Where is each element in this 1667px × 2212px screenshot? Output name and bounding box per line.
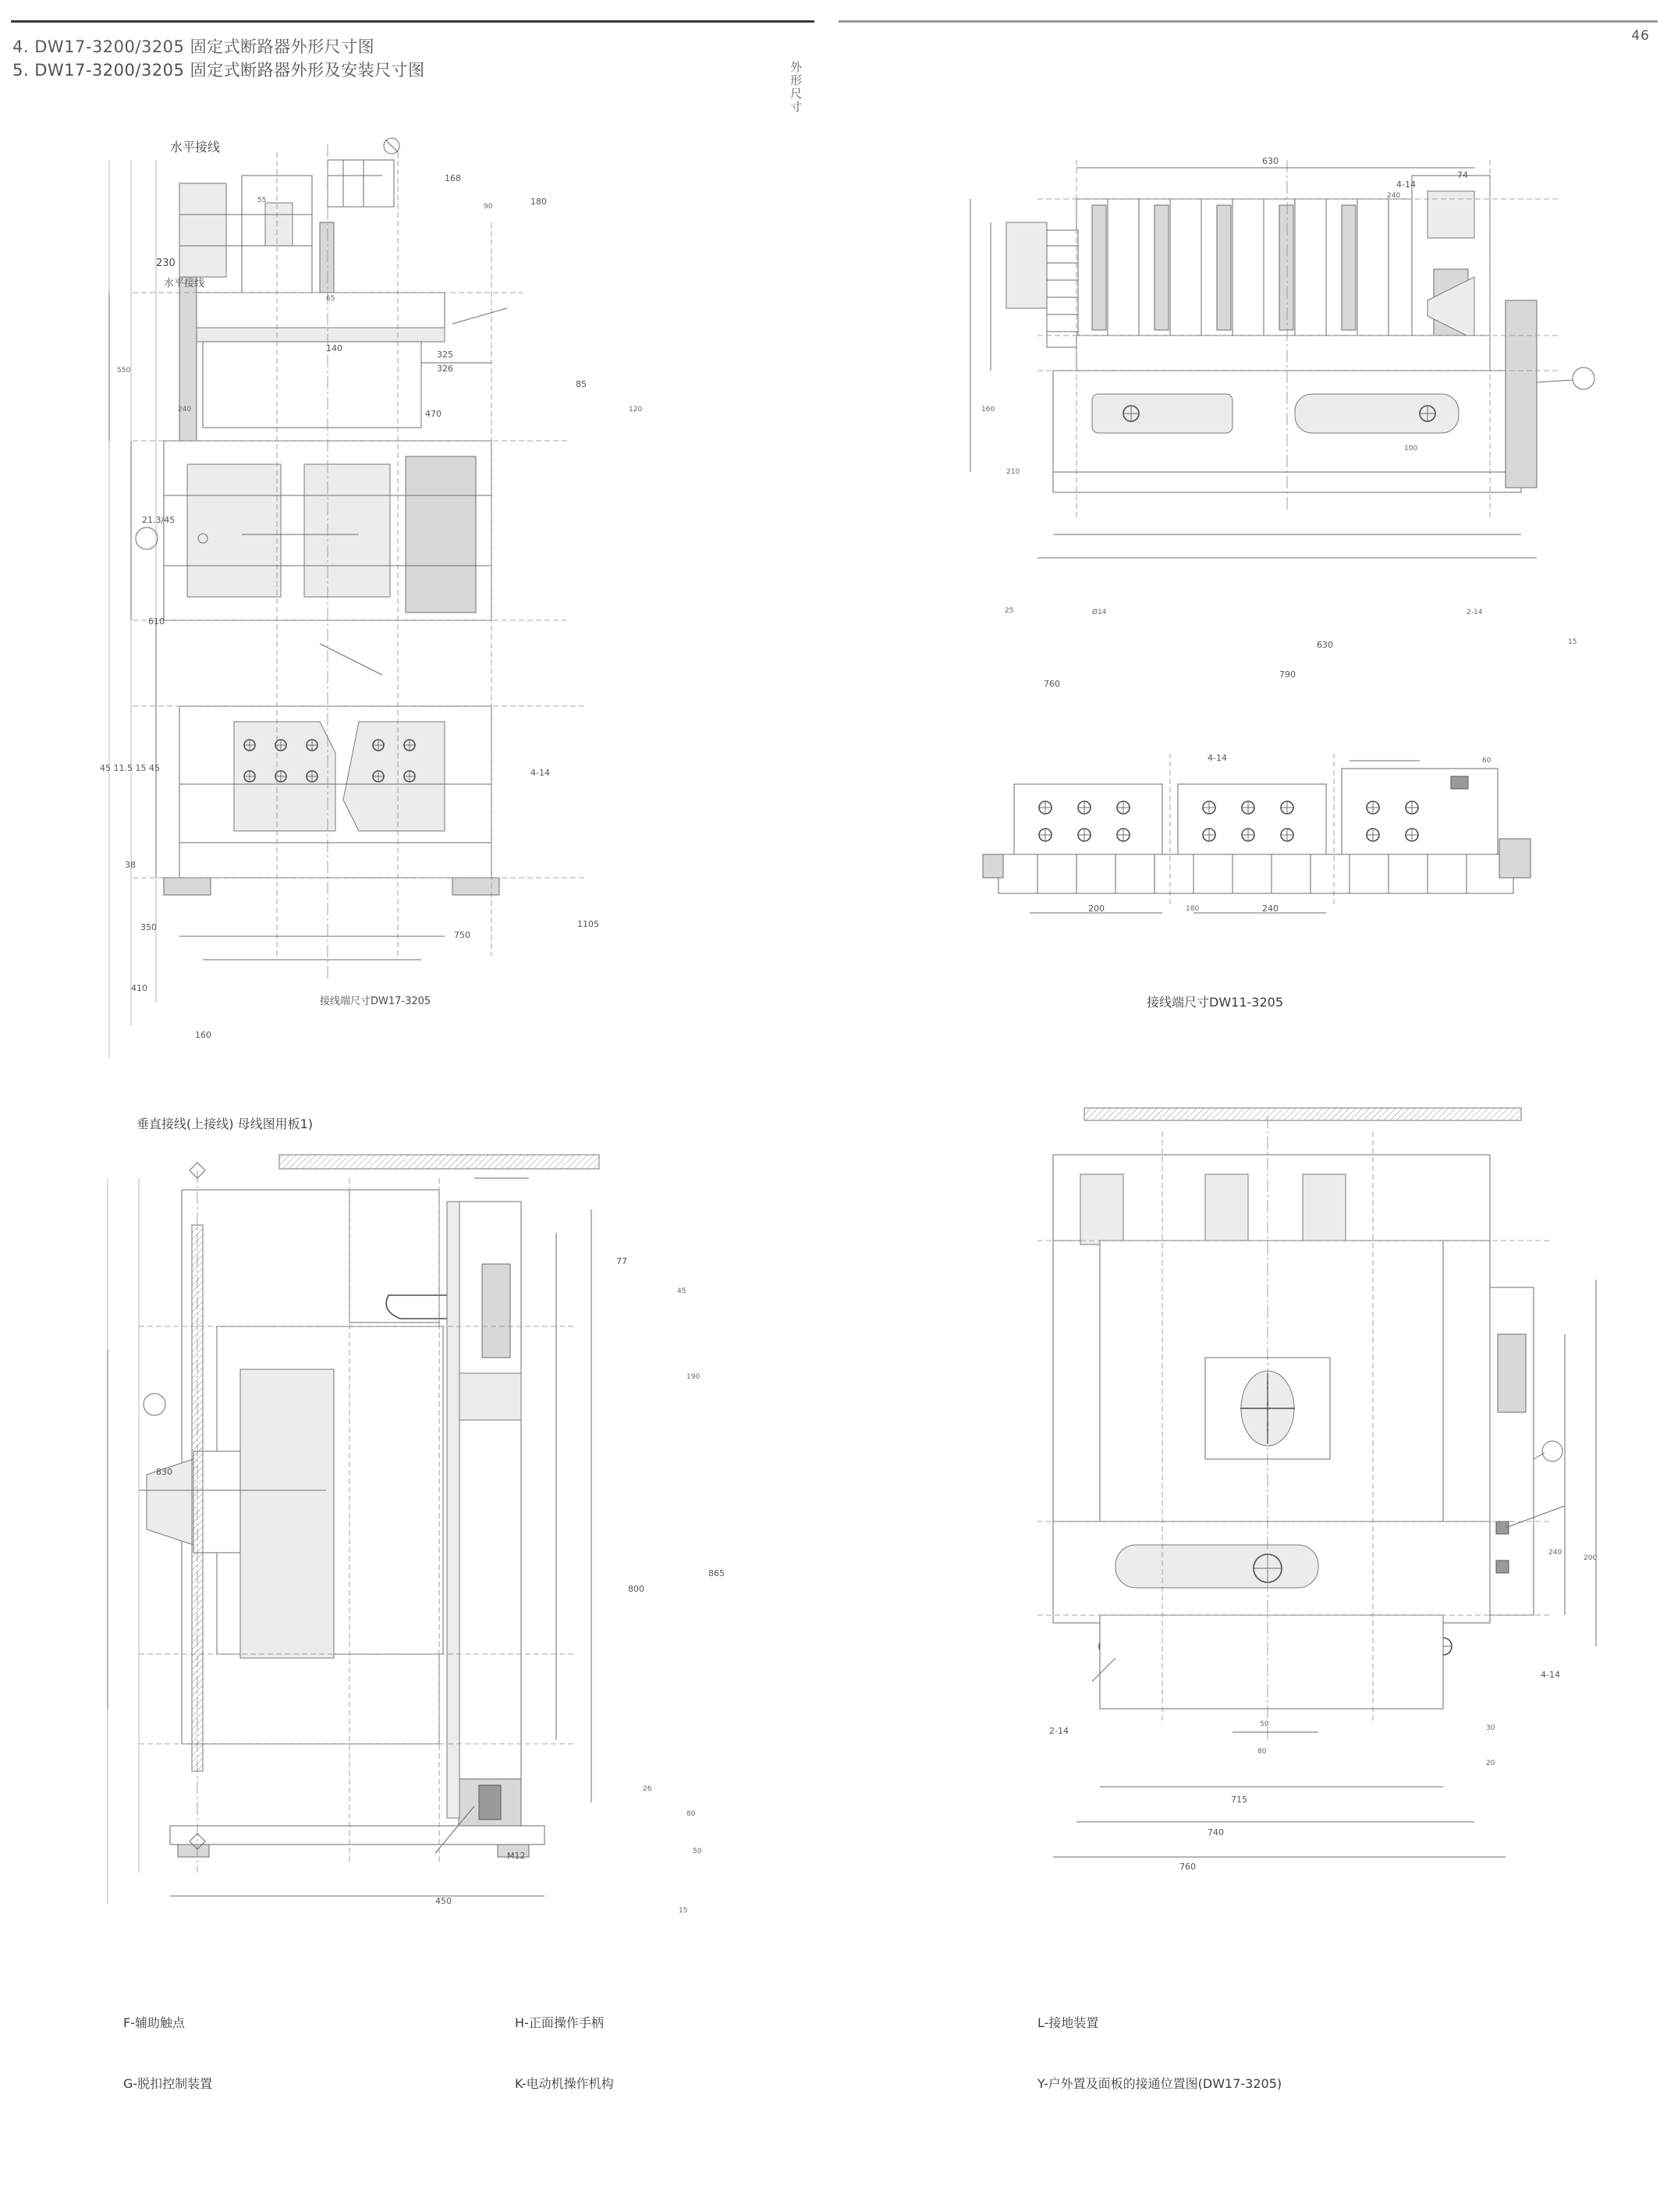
fig4-dim-865: 865 [708,1568,725,1578]
legend-f-key: F- [123,2015,135,2030]
legend-g-key: G- [123,2076,138,2091]
fig1-dim-160: 160 [195,1030,211,1040]
figure-bottom-right-plan-view [1006,1100,1630,1951]
fig2-dim-760: 760 [1044,679,1060,689]
page-top-rule [0,20,1667,24]
fig4-dim-80: 80 [686,1810,696,1818]
legend-k-text: 电动机操作机构 [526,2076,614,2091]
fig2-dim-74: 74 [1457,170,1468,180]
fig3-dim-240: 240 [1262,904,1279,914]
section-heading-5: 5. DW17-3200/3205 固定式断路器外形及安装尺寸图 [12,61,425,80]
fig1-dim-21-3-45: 21.3/45 [142,515,176,525]
legend-f-text: 辅助触点 [134,2015,185,2030]
fig4-dim-m12: M12 [507,1851,526,1861]
top-rule-left-segment [11,20,814,23]
legend-item-h [515,2013,604,2031]
legend-k-key: K- [515,2076,527,2091]
legend-y-text: 户外置及面板的接通位置图(DW17-3205) [1048,2076,1282,2091]
fig4-dim-830: 830 [156,1467,172,1477]
fig5-dim-20: 20 [1486,1759,1495,1767]
legend-l-text: 接地装置 [1048,2015,1099,2030]
figure-top-right-front-view [959,144,1615,691]
fig4-dim-26: 26 [643,1785,652,1793]
fig3-caption: 接线端尺寸DW11-3205 [1147,995,1283,1010]
fig1-dim-120: 120 [629,406,643,414]
fig1-dim-550: 550 [117,367,131,375]
fig5-dim-715: 715 [1231,1795,1247,1805]
fig1-dim-325: 325 [437,350,453,360]
fig2-dim-630-bottom: 630 [1317,640,1333,650]
fig1-dim-55: 55 [257,197,267,204]
fig1-dim-350: 350 [140,922,157,932]
fig1-dim-1105: 1105 [577,919,599,929]
fig2-dim-d14: Ø14 [1092,609,1107,616]
page-number: 46 [1631,28,1650,44]
fig1-dim-610: 610 [148,616,165,627]
fig1-dim-90: 90 [484,203,493,211]
fig1-dim-4-14: 4-14 [530,768,550,778]
legend-h-text: 正面操作手柄 [528,2015,604,2030]
fig2-dim-630-top: 630 [1262,156,1279,166]
fig1-subtitle: 垂直接线(上接线) 母线图用板1) [137,1117,313,1131]
fig1-dim-85: 85 [576,379,587,389]
fig3-dim-4-14: 4-14 [1208,753,1227,763]
fig1-dim-230: 230 [156,257,176,269]
fig2-dim-240: 240 [1387,192,1401,200]
fig2-dim-15: 15 [1568,638,1577,646]
fig1-annotation-vertical-1: 水平接线 [164,278,205,289]
legend-item-y [1037,2074,1282,2092]
fig1-note-terminal: 接线端尺寸DW17-3205 [320,996,431,1007]
fig5-dim-2-14: 2-14 [1049,1726,1069,1736]
fig1-dim-168: 168 [445,173,461,183]
fig1-dim-410: 410 [131,983,147,993]
figure-bottom-left-side-view [92,1147,779,1966]
fig1-dim-140: 140 [326,343,342,353]
fig2-dim-160: 160 [981,406,995,414]
legend-item-f [123,2013,185,2031]
fig4-dim-45: 45 [677,1287,686,1295]
fig1-dim-38: 38 [125,860,136,870]
fig1-title: 水平接线 [170,140,221,154]
legend-h-key: H- [515,2015,529,2030]
fig5-dim-4-14: 4-14 [1541,1670,1560,1680]
fig1-dim-750: 750 [454,930,470,940]
fig5-dim-30: 30 [1486,1724,1495,1732]
fig1-dim-65: 65 [326,295,335,303]
legend-item-k [515,2074,614,2092]
legend-l-key: L- [1037,2015,1049,2030]
top-rule-right-segment [839,20,1658,23]
fig2-dim-790: 790 [1279,669,1296,680]
fig4-dim-77: 77 [616,1256,627,1266]
fig1-dim-326: 326 [437,364,453,374]
fig5-dim-50: 50 [1260,1720,1269,1728]
fig4-dim-450: 450 [435,1896,452,1906]
legend-item-l [1037,2013,1098,2031]
fig4-dim-190: 190 [686,1373,700,1381]
fig2-dim-4-14: 4-14 [1396,179,1416,190]
section-heading-4: 4. DW17-3200/3205 固定式断路器外形尺寸图 [12,37,375,56]
side-label-outline-dimensions: 外形尺寸 [789,61,803,114]
fig4-dim-800: 800 [628,1584,644,1594]
legend-y-key: Y- [1037,2076,1048,2091]
fig5-dim-740: 740 [1208,1827,1224,1837]
fig1-dim-45-11-5-15-45: 45 11.5 15 45 [100,763,160,773]
fig1-dim-180: 180 [530,197,547,207]
fig1-dim-470: 470 [425,409,442,419]
fig5-dim-240: 240 [1548,1549,1562,1557]
fig4-dim-15: 15 [679,1907,688,1915]
fig1-dim-240: 240 [178,406,192,414]
fig3-dim-180: 180 [1186,905,1200,913]
fig3-dim-200: 200 [1088,904,1105,914]
fig5-dim-760: 760 [1179,1862,1196,1872]
fig2-dim-2-14: 2-14 [1467,609,1483,616]
legend-item-g [123,2074,212,2092]
fig5-dim-200: 200 [1584,1554,1598,1562]
fig2-dim-25: 25 [1005,607,1014,615]
fig2-dim-210: 210 [1006,468,1020,476]
legend-g-text: 脱扣控制装置 [137,2076,213,2091]
fig3-dim-60: 60 [1482,757,1491,765]
fig2-dim-100: 100 [1404,445,1418,453]
fig4-dim-50: 50 [693,1848,702,1855]
fig5-dim-80: 80 [1257,1748,1267,1756]
